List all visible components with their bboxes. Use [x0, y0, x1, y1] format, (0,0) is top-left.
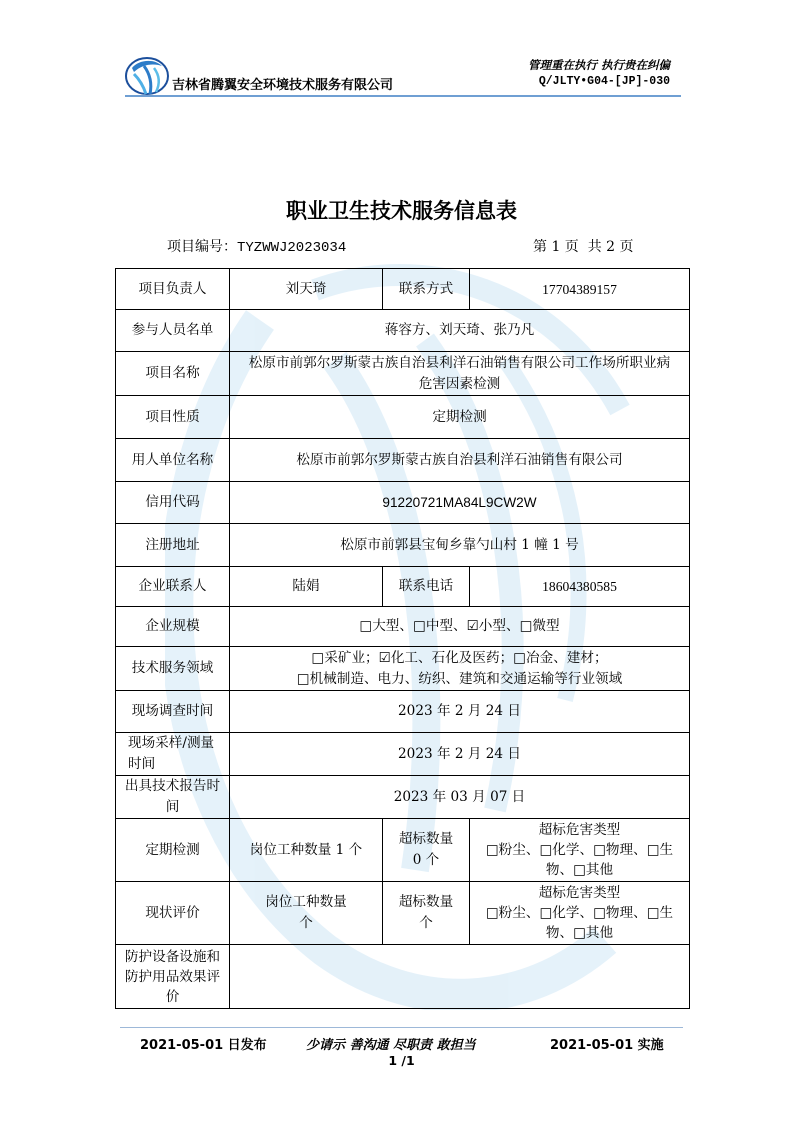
- status-hazard-line: □粉尘、□化学、□物理、□生: [485, 905, 674, 921]
- credit-code-value: 91220721MA84L9CW2W: [230, 482, 690, 524]
- page-title: 职业卫生技术服务信息表: [286, 198, 517, 223]
- phone-value: 18604380585: [470, 567, 690, 607]
- status-exceed-line: 超标数量: [398, 894, 454, 910]
- periodic-hazard-line: 物、□其他: [545, 862, 614, 878]
- row-periodic-detection: [116, 819, 690, 882]
- service-domain-label: 技术服务领域: [116, 647, 230, 691]
- report-date-label: [116, 776, 230, 819]
- protection-label-line: 防护用品效果评: [124, 968, 221, 985]
- row-participants: [116, 310, 690, 352]
- employer-label: 用人单位名称: [116, 439, 230, 482]
- footer-divider: [120, 1027, 683, 1028]
- status-hazard-title: 超标危害类型: [538, 885, 621, 901]
- survey-date-label: 现场调查时间: [116, 691, 230, 733]
- status-posts-line: 岗位工种数量: [265, 894, 347, 910]
- row-project-name: [116, 352, 690, 396]
- sampling-date-label-line: 现场采样/测量: [128, 735, 215, 751]
- status-posts-line: 个: [299, 915, 313, 931]
- sampling-date-label: [116, 733, 230, 776]
- row-sampling-date: [116, 733, 690, 776]
- company-contact-label: 企业联系人: [116, 567, 230, 607]
- periodic-exceed-count: [383, 819, 470, 882]
- project-lead-value: 刘天琦: [230, 269, 383, 310]
- status-evaluation-label: 现状评价: [116, 882, 230, 945]
- sampling-date-value: 2023 年 2 月 24 日: [230, 733, 690, 776]
- project-nature-value: 定期检测: [230, 396, 690, 439]
- project-nature-label: 项目性质: [116, 396, 230, 439]
- row-report-date: [116, 776, 690, 819]
- periodic-posts-count: 岗位工种数量 1 个: [230, 819, 383, 882]
- status-hazard-line: 物、□其他: [545, 925, 614, 941]
- company-name: 吉林省腾翼安全环境技术服务有限公司: [172, 78, 394, 93]
- row-protection-evaluation: [116, 945, 690, 1009]
- row-company-contact: [116, 567, 690, 607]
- protection-label-line: 价: [165, 988, 180, 1005]
- service-domain-line: □采矿业；☑化工、石化及医药；□冶金、建材；: [311, 649, 608, 666]
- row-survey-date: [116, 691, 690, 733]
- project-lead-label: 项目负责人: [116, 269, 230, 310]
- address-value: 松原市前郭县宝甸乡靠勺山村 1 幢 1 号: [230, 524, 690, 567]
- row-project-nature: [116, 396, 690, 439]
- project-number-value: TYZWWJ2023034: [237, 240, 347, 256]
- protection-evaluation-label: [116, 945, 230, 1009]
- page-number: 1 /1: [388, 1053, 415, 1068]
- header-divider: [125, 95, 681, 97]
- project-name-line: 松原市前郭尔罗斯蒙古族自治县利洋石油销售有限公司工作场所职业病: [248, 354, 671, 371]
- row-service-domain: [116, 647, 690, 691]
- footer-slogan: 少请示 善沟通 尽职责 敢担当: [306, 1038, 476, 1053]
- participants-value: 蒋容方、刘天琦、张乃凡: [230, 310, 690, 352]
- sampling-date-label-line: 时间: [128, 756, 156, 772]
- status-exceed-count: [383, 882, 470, 945]
- row-project-lead: [116, 269, 690, 310]
- report-date-label-line: 出具技术报告时: [124, 778, 221, 794]
- row-status-evaluation: [116, 882, 690, 945]
- report-date-value: 2023 年 03 月 07 日: [230, 776, 690, 819]
- project-number-label: 项目编号：: [167, 239, 237, 255]
- company-logo: [124, 54, 170, 96]
- credit-code-label: 信用代码: [116, 482, 230, 524]
- info-table: [115, 268, 690, 1009]
- protection-evaluation-value: [230, 945, 690, 1009]
- periodic-hazard-types: [470, 819, 690, 882]
- document-code: Q/JLTY•G04-[JP]-030: [538, 75, 670, 88]
- row-scale: [116, 607, 690, 647]
- service-domain-line: □机械制造、电力、纺织、建筑和交通运输等行业领域: [296, 670, 623, 687]
- periodic-exceed-line: 超标数量: [398, 831, 454, 847]
- row-address: [116, 524, 690, 567]
- page-info: 第 1 页 共 2 页: [533, 239, 634, 255]
- scale-options: □大型、□中型、☑小型、□微型: [230, 607, 690, 647]
- project-name-label: 项目名称: [116, 352, 230, 396]
- project-number: [167, 236, 346, 256]
- periodic-hazard-line: □粉尘、□化学、□物理、□生: [485, 842, 674, 858]
- status-hazard-types: [470, 882, 690, 945]
- project-name-value: [230, 352, 690, 396]
- issue-date: 2021-05-01 日发布: [140, 1038, 267, 1053]
- scale-label: 企业规模: [116, 607, 230, 647]
- effective-date: 2021-05-01 实施: [550, 1038, 664, 1053]
- row-employer: [116, 439, 690, 482]
- service-domain-options: [230, 647, 690, 691]
- periodic-detection-label: 定期检测: [116, 819, 230, 882]
- periodic-exceed-line: 0 个: [412, 852, 440, 868]
- participants-label: 参与人员名单: [116, 310, 230, 352]
- survey-date-value: 2023 年 2 月 24 日: [230, 691, 690, 733]
- address-label: 注册地址: [116, 524, 230, 567]
- status-posts-count: [230, 882, 383, 945]
- project-name-line: 危害因素检测: [418, 375, 501, 392]
- company-contact-value: 陆娟: [230, 567, 383, 607]
- contact-value: 17704389157: [470, 269, 690, 310]
- periodic-hazard-title: 超标危害类型: [538, 822, 621, 838]
- employer-value: 松原市前郭尔罗斯蒙古族自治县利洋石油销售有限公司: [230, 439, 690, 482]
- row-credit-code: [116, 482, 690, 524]
- header-motto: 管理重在执行 执行贵在纠偏: [527, 58, 670, 72]
- contact-label: 联系方式: [383, 269, 470, 310]
- protection-label-line: 防护设备设施和: [124, 948, 221, 965]
- status-exceed-line: 个: [419, 915, 433, 931]
- phone-label: 联系电话: [383, 567, 470, 607]
- report-date-label-line: 间: [165, 799, 180, 815]
